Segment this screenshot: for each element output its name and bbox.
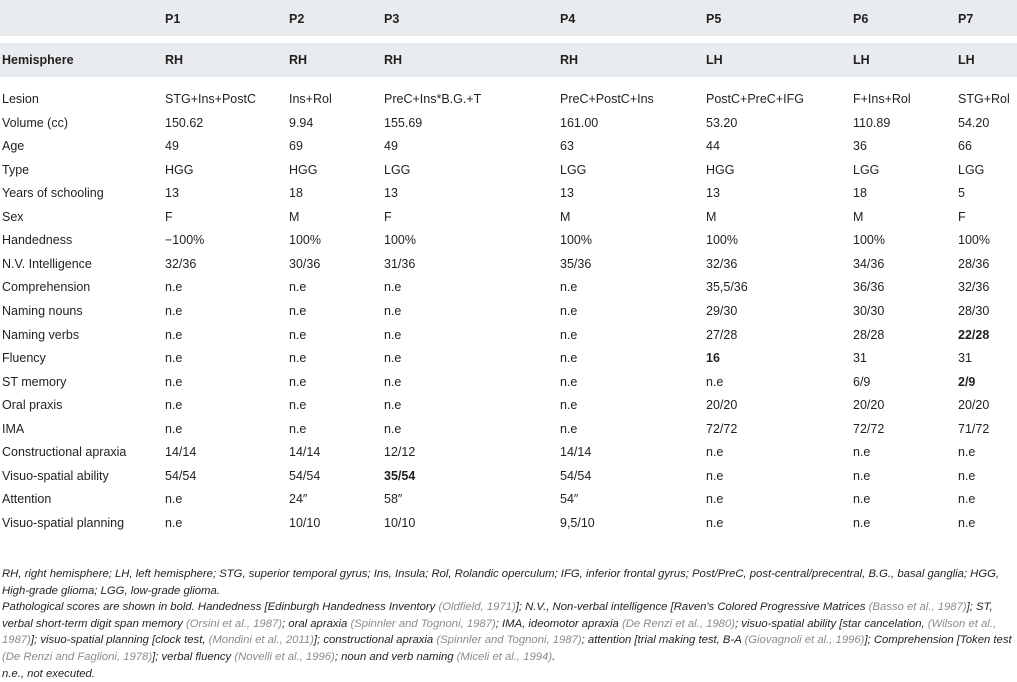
table-cell: 31 — [853, 351, 867, 366]
bold-note: Pathological scores are shown in bold. — [2, 601, 195, 614]
table-cell: n.e — [165, 280, 183, 295]
hemisphere-label: Hemisphere — [2, 53, 74, 67]
table-row — [0, 468, 1017, 491]
column-header: P2 — [289, 12, 305, 26]
footnote-text: ]; visuo-spatial planning [clock test, — [30, 634, 209, 647]
table-cell: 13 — [165, 186, 179, 201]
row-label: N.V. Intelligence — [2, 256, 92, 271]
table-cell: 35,5/36 — [706, 280, 748, 295]
table-cell: 161.00 — [560, 115, 599, 130]
table-cell: 32/36 — [958, 280, 990, 295]
table-cell: n.e — [958, 468, 976, 483]
table-cell: n.e — [165, 421, 183, 436]
not-executed-note: n.e., not executed. — [2, 667, 95, 680]
table-cell: 20/20 — [853, 398, 885, 413]
citation-ref: (Miceli et al., 1994) — [456, 650, 553, 663]
table-cell: n.e — [853, 445, 871, 460]
table-cell: M — [706, 209, 717, 224]
hemisphere-value: RH — [289, 53, 308, 67]
table-cell: n.e — [958, 445, 976, 460]
citation-ref: (Novelli et al., 1996) — [234, 650, 335, 663]
footnote-text: ]; ST, verbal short-term digit span memory — [2, 601, 993, 630]
table-cell: 35/54 — [384, 468, 416, 483]
footnote-text: . — [552, 650, 556, 663]
table-row — [0, 91, 1017, 114]
table-cell: 13 — [560, 186, 574, 201]
table-cell: −100% — [165, 233, 205, 248]
footnote-text: ]; verbal fluency — [152, 650, 235, 663]
table-cell: 2/9 — [958, 374, 976, 389]
table-cell: 32/36 — [165, 256, 197, 271]
table-row — [0, 138, 1017, 161]
table-cell: n.e — [165, 351, 183, 366]
table-cell: 69 — [289, 139, 303, 154]
table-cell: 58″ — [384, 492, 403, 507]
table-cell: LGG — [853, 162, 880, 177]
table-cell: 44 — [706, 139, 720, 154]
column-header: P3 — [384, 12, 400, 26]
table-cell: n.e — [560, 398, 578, 413]
footnote-text: ; oral apraxia — [282, 617, 351, 630]
hemisphere-value: LH — [853, 53, 870, 67]
table-row — [0, 162, 1017, 185]
hemisphere-value: LH — [706, 53, 723, 67]
table-cell: n.e — [289, 303, 307, 318]
table-cell: 36/36 — [853, 280, 885, 295]
row-label: Years of schooling — [2, 186, 104, 201]
footnote-text: ; visuo-spatial ability [star cancelation, — [735, 617, 928, 630]
column-header: P1 — [165, 12, 181, 26]
table-cell: 29/30 — [706, 303, 738, 318]
table-cell: PreC+Ins*B.G.+T — [384, 92, 482, 106]
table-cell: LGG — [560, 162, 587, 177]
table-cell: 100% — [958, 233, 990, 248]
table-cell: n.e — [706, 492, 724, 507]
table-cell: n.e — [706, 445, 724, 460]
table-row — [0, 515, 1017, 538]
table-cell: 54/54 — [165, 468, 197, 483]
footnote-text: ]; N.V., Non-verbal intelligence [Raven's Colored Progressive Matrices — [515, 601, 869, 614]
table-cell: 28/30 — [958, 303, 990, 318]
table-cell: 12/12 — [384, 445, 416, 460]
table-row — [0, 444, 1017, 467]
table-cell: n.e — [560, 421, 578, 436]
row-label: Type — [2, 162, 30, 177]
table-row — [0, 209, 1017, 232]
table-cell: n.e — [289, 351, 307, 366]
table-cell: n.e — [958, 492, 976, 507]
table-cell: n.e — [560, 327, 578, 342]
row-label: ST memory — [2, 374, 67, 389]
table-cell: n.e — [289, 421, 307, 436]
table-cell: 10/10 — [384, 515, 416, 530]
table-cell: n.e — [289, 327, 307, 342]
table-cell: PostC+PreC+IFG — [706, 92, 804, 106]
table-row — [0, 421, 1017, 444]
table-row — [0, 327, 1017, 350]
table-cell: 14/14 — [560, 445, 592, 460]
table-cell: HGG — [706, 162, 735, 177]
citation-ref: (Spinnler and Tognoni, 1987) — [436, 634, 582, 647]
table-cell: 100% — [706, 233, 738, 248]
table-row — [0, 491, 1017, 514]
table-cell: 24″ — [289, 492, 308, 507]
table-row — [0, 397, 1017, 420]
table-cell: n.e — [289, 398, 307, 413]
footnote-text: Handedness [Edinburgh Handedness Inventory — [194, 601, 439, 614]
table-cell: n.e — [853, 468, 871, 483]
table-cell: STG+Ins+PostC — [165, 92, 257, 106]
table-cell: n.e — [706, 374, 724, 389]
table-cell: 20/20 — [706, 398, 738, 413]
table-cell: 66 — [958, 139, 972, 154]
table-cell: 63 — [560, 139, 574, 154]
table-cell: 13 — [706, 186, 720, 201]
citation-ref: (Orsini et al., 1987) — [185, 617, 283, 630]
table-cell: 16 — [706, 351, 720, 366]
table-cell: M — [560, 209, 571, 224]
table-cell: n.e — [165, 398, 183, 413]
table-cell: 18 — [853, 186, 867, 201]
table-cell: 9,5/10 — [560, 515, 595, 530]
table-cell: 54/54 — [560, 468, 592, 483]
table-cell: 71/72 — [958, 421, 990, 436]
table-cell: 54/54 — [289, 468, 321, 483]
table-row — [0, 185, 1017, 208]
table-cell: n.e — [853, 515, 871, 530]
table-cell: n.e — [384, 374, 402, 389]
table-cell: n.e — [384, 421, 402, 436]
footnote-text: ; attention [trial making test, B-A — [581, 634, 745, 647]
table-cell: n.e — [384, 303, 402, 318]
table-cell: 9.94 — [289, 115, 314, 130]
table-cell: 22/28 — [958, 327, 990, 342]
table-cell: n.e — [853, 492, 871, 507]
table-cell: n.e — [706, 468, 724, 483]
table-cell: STG+Rol — [958, 92, 1010, 106]
row-label: Attention — [2, 492, 52, 507]
table-cell: 6/9 — [853, 374, 871, 389]
table-cell: 18 — [289, 186, 303, 201]
table-cell: 150.62 — [165, 115, 204, 130]
table-cell: 34/36 — [853, 256, 885, 271]
table-cell: 49 — [165, 139, 179, 154]
table-cell: LGG — [958, 162, 985, 177]
table-cell: F — [384, 209, 392, 224]
table-cell: 53.20 — [706, 115, 738, 130]
row-label: Sex — [2, 209, 24, 224]
table-cell: n.e — [289, 280, 307, 295]
citation-ref: (De Renzi et al., 1980) — [621, 617, 735, 630]
row-label: Visuo-spatial planning — [2, 515, 125, 530]
table-row — [0, 350, 1017, 373]
table-cell: n.e — [384, 398, 402, 413]
table-cell: n.e — [165, 492, 183, 507]
table-cell: 31/36 — [384, 256, 416, 271]
column-header: P4 — [560, 12, 576, 26]
table-cell: n.e — [165, 303, 183, 318]
table-cell: F — [958, 209, 966, 224]
citation-ref: (Spinnler and Tognoni, 1987) — [350, 617, 496, 630]
table-cell: 14/14 — [165, 445, 197, 460]
table-cell: 35/36 — [560, 256, 592, 271]
row-label: Naming verbs — [2, 327, 80, 342]
hemisphere-value: RH — [384, 53, 403, 67]
column-header: P7 — [958, 12, 974, 26]
table-cell: 30/30 — [853, 303, 885, 318]
table-cell: 54″ — [560, 492, 579, 507]
table-cell: n.e — [706, 515, 724, 530]
table-cell: 100% — [560, 233, 592, 248]
table-cell: n.e — [384, 327, 402, 342]
citation-ref: (Basso et al., 1987) — [868, 601, 967, 614]
table-cell: 13 — [384, 186, 398, 201]
row-label: IMA — [2, 421, 25, 436]
table-cell: 28/36 — [958, 256, 990, 271]
table-cell: 100% — [289, 233, 321, 248]
citation-ref: (De Renzi and Faglioni, 1978) — [2, 650, 153, 663]
table-cell: 72/72 — [706, 421, 738, 436]
table-row — [0, 232, 1017, 255]
table-cell: 110.89 — [853, 115, 891, 130]
table-footnotes — [2, 566, 1014, 682]
tests-note — [2, 599, 1014, 665]
table-row — [0, 374, 1017, 397]
citation-ref: (Oldfield, 1971) — [438, 601, 516, 614]
citation-ref: (Wilson et al., 1987) — [2, 617, 997, 647]
table-cell: n.e — [958, 515, 976, 530]
row-label: Handedness — [2, 233, 73, 248]
row-label: Oral praxis — [2, 398, 63, 413]
table-cell: 54.20 — [958, 115, 990, 130]
hemisphere-value: LH — [958, 53, 975, 67]
row-label: Constructional apraxia — [2, 445, 127, 460]
hemisphere-value: RH — [165, 53, 184, 67]
table-cell: PreC+PostC+Ins — [560, 92, 654, 106]
table-row — [0, 115, 1017, 138]
table-cell: 14/14 — [289, 445, 321, 460]
table-cell: 36 — [853, 139, 867, 154]
row-label: Fluency — [2, 351, 46, 366]
table-cell: 100% — [384, 233, 416, 248]
citation-ref: (Mondini et al., 2011) — [208, 634, 314, 647]
table-cell: HGG — [289, 162, 318, 177]
row-label: Visuo-spatial ability — [2, 468, 109, 483]
table-cell: F — [165, 209, 173, 224]
table-cell: 5 — [958, 186, 965, 201]
table-cell: n.e — [165, 515, 183, 530]
table-cell: 49 — [384, 139, 398, 154]
table-cell: n.e — [289, 374, 307, 389]
table-cell: 31 — [958, 351, 972, 366]
table-row — [0, 279, 1017, 302]
table-cell: M — [289, 209, 300, 224]
table-cell: n.e — [560, 374, 578, 389]
table-cell: F+Ins+Rol — [853, 92, 911, 106]
footnote-text: ; IMA, ideomotor apraxia — [495, 617, 622, 630]
row-label: Lesion — [2, 92, 39, 106]
table-cell: HGG — [165, 162, 194, 177]
abbreviation-note: RH, right hemisphere; LH, left hemisphere; STG, superior temporal gyrus; Ins, Insula; Rol, Rolandic operculum; IFG, inferior frontal gyrus; Post/PreC, post-central/precentral, B.G., basal ganglia; HGG, High-grade glioma; LGG, low-grade glioma. — [2, 568, 1000, 597]
table-row — [0, 256, 1017, 279]
table-cell: 10/10 — [289, 515, 321, 530]
table-cell: n.e — [384, 351, 402, 366]
table-cell: n.e — [560, 351, 578, 366]
table-cell: 20/20 — [958, 398, 990, 413]
citation-ref: (Giovagnoli et al., 1996) — [744, 634, 865, 647]
table-cell: Ins+Rol — [289, 92, 332, 106]
table-row — [0, 303, 1017, 326]
table-cell: n.e — [384, 280, 402, 295]
row-label: Age — [2, 139, 25, 154]
table-cell: 28/28 — [853, 327, 885, 342]
table-cell: n.e — [560, 303, 578, 318]
footnote-text: ]; Comprehension [Token test — [864, 634, 1012, 647]
footnote-text: ]; constructional apraxia — [313, 634, 437, 647]
hemisphere-value: RH — [560, 53, 579, 67]
table-cell: 72/72 — [853, 421, 885, 436]
table-cell: 27/28 — [706, 327, 738, 342]
table-cell: n.e — [165, 374, 183, 389]
table-cell: LGG — [384, 162, 411, 177]
row-label: Volume (cc) — [2, 115, 68, 130]
table-cell: n.e — [165, 327, 183, 342]
row-label: Naming nouns — [2, 303, 83, 318]
table-cell: 155.69 — [384, 115, 423, 130]
column-header: P6 — [853, 12, 869, 26]
table-cell: 32/36 — [706, 256, 738, 271]
table-cell: n.e — [560, 280, 578, 295]
table-cell: 30/36 — [289, 256, 321, 271]
row-label: Comprehension — [2, 280, 91, 295]
table-cell: 100% — [853, 233, 885, 248]
column-header: P5 — [706, 12, 722, 26]
footnote-text: ; noun and verb naming — [334, 650, 457, 663]
table-cell: M — [853, 209, 864, 224]
